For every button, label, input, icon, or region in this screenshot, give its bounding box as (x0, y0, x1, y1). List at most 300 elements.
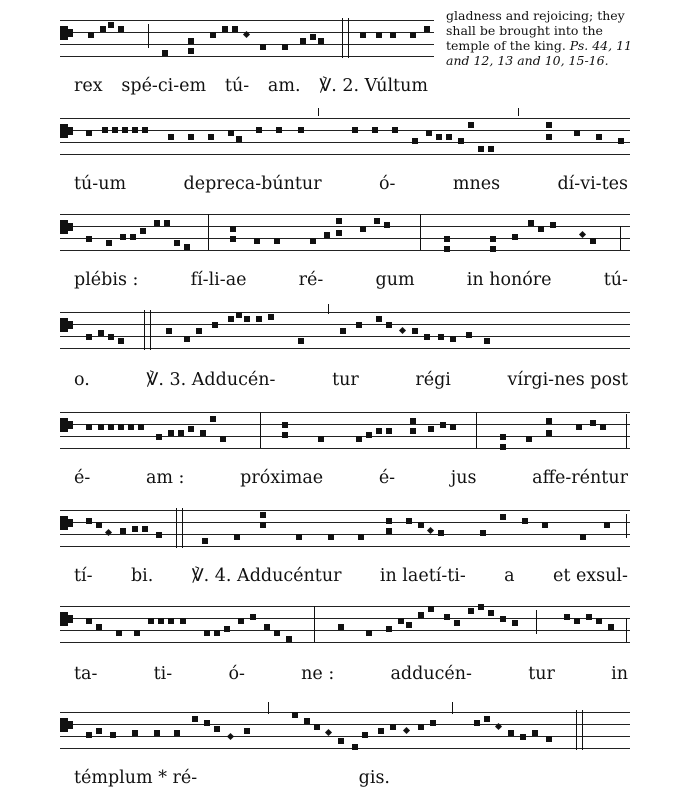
neume (274, 630, 280, 636)
syllable: tú-um (74, 174, 127, 194)
neume (376, 428, 382, 434)
syllable: plébis : (74, 270, 139, 290)
syllable: am : (145, 468, 185, 488)
neume (340, 328, 346, 334)
neume (168, 618, 174, 624)
neume (360, 226, 366, 232)
neume (256, 127, 262, 133)
neume (130, 234, 136, 240)
neume (538, 226, 544, 232)
neume (410, 418, 416, 424)
neume (427, 527, 434, 534)
neume (410, 428, 416, 434)
neume (410, 32, 416, 38)
neume (546, 134, 552, 140)
neume (484, 716, 490, 722)
neume (106, 240, 112, 246)
half-bar (420, 214, 421, 250)
neume (188, 38, 194, 44)
syllable: ℣. 4. Adducéntur (191, 566, 342, 586)
syllable: in honóre (466, 270, 552, 290)
neume (526, 436, 532, 442)
neume (98, 330, 104, 336)
neume (260, 44, 266, 50)
neume (108, 22, 114, 28)
neume (444, 614, 450, 620)
double-bar (176, 508, 183, 548)
neume (399, 327, 406, 334)
neume (112, 127, 118, 133)
neume (188, 48, 194, 54)
neume (286, 636, 292, 642)
neume (546, 122, 552, 128)
neume (352, 744, 358, 750)
neume (490, 236, 496, 242)
staff-system-4 (60, 310, 630, 354)
lyrics-system-2 (74, 172, 628, 196)
neume (174, 240, 180, 246)
half-bar (476, 412, 477, 448)
syllable: ó- (228, 664, 245, 684)
neume (118, 26, 124, 32)
neume (168, 430, 174, 436)
neume (122, 127, 128, 133)
syllable: rex (74, 76, 103, 96)
neume (118, 338, 124, 344)
neume (444, 236, 450, 242)
neume (520, 734, 526, 740)
lyrics-system-1 (74, 74, 428, 98)
double-bar (342, 18, 349, 58)
neume (424, 26, 430, 32)
neume (438, 334, 444, 340)
syllable: tur (528, 664, 555, 684)
quarter-bar (626, 618, 627, 642)
neume (468, 122, 474, 128)
do-clef-icon (60, 124, 68, 138)
syllable: tú- (603, 270, 628, 290)
neume (478, 146, 484, 152)
neume (386, 528, 392, 534)
neume (444, 246, 450, 252)
neume (384, 222, 390, 228)
half-bar (208, 214, 209, 250)
neume (102, 127, 108, 133)
neume (224, 626, 230, 632)
quarter-bar (620, 226, 621, 250)
neume (200, 430, 206, 436)
syllable: ℣. 3. Adducén- (146, 370, 276, 390)
syllable: ℣. 2. Vúltum (319, 76, 428, 96)
neume (390, 724, 396, 730)
staff-system-7 (60, 604, 630, 648)
neume (412, 328, 418, 334)
syllable: jus (450, 468, 477, 488)
staff-system-8 (60, 710, 630, 754)
neume (300, 38, 306, 44)
neume (450, 336, 456, 342)
neume (98, 424, 104, 430)
neume (168, 134, 174, 140)
neume (134, 630, 140, 636)
syllable: gis. (358, 768, 390, 788)
neume (356, 436, 362, 442)
neume (86, 334, 92, 340)
staff-system-6 (60, 508, 630, 552)
neume (204, 720, 210, 726)
do-clef-icon (60, 612, 68, 626)
neume (158, 618, 164, 624)
neume (608, 624, 614, 630)
syllable: témplum * ré- (74, 768, 198, 788)
syllable: am. (267, 76, 301, 96)
neume (428, 426, 434, 432)
neume (228, 130, 234, 136)
neume (440, 422, 446, 428)
neume (86, 424, 92, 430)
neume (230, 236, 236, 242)
neume (508, 730, 514, 736)
neume (412, 138, 418, 144)
neume (590, 420, 596, 426)
neume (474, 720, 480, 726)
staff-system-1 (60, 18, 434, 62)
neume (596, 618, 602, 624)
do-clef-icon (60, 26, 68, 40)
neume (86, 236, 92, 242)
neume (318, 38, 324, 44)
half-bar (314, 606, 315, 642)
neume (132, 730, 138, 736)
neume (338, 738, 344, 744)
neume (132, 526, 138, 532)
neume (418, 724, 424, 730)
neume (132, 127, 138, 133)
neume (480, 530, 486, 536)
neume (542, 522, 548, 528)
neume (484, 338, 490, 344)
neume (352, 127, 358, 133)
neume (188, 426, 194, 432)
neume (118, 424, 124, 430)
neume (376, 316, 382, 322)
neume (424, 334, 430, 340)
neume (86, 732, 92, 738)
neume (454, 620, 460, 626)
staff-system-5 (60, 410, 630, 454)
neume (512, 620, 518, 626)
bar-tick (452, 702, 453, 714)
neume (546, 418, 552, 424)
neume (138, 424, 144, 430)
neume (500, 434, 506, 440)
neume (418, 522, 424, 528)
neume (250, 614, 256, 620)
neume (260, 512, 266, 518)
syllable: é- (378, 468, 396, 488)
neume (428, 606, 434, 612)
syllable: depreca-búntur (183, 174, 322, 194)
neume (336, 218, 342, 224)
syllable: tí- (74, 566, 93, 586)
bar-tick (318, 108, 319, 116)
do-clef-icon (60, 516, 68, 530)
translation-text: gladness and rejoicing; they shall be brought into the temple of the king. (446, 8, 625, 53)
neume (298, 127, 304, 133)
syllable: ó- (378, 174, 396, 194)
neume (579, 231, 586, 238)
half-bar (260, 412, 261, 448)
neume (236, 136, 242, 142)
neume (478, 604, 484, 610)
neume (386, 626, 392, 632)
syllable: vírgi-nes post (507, 370, 628, 390)
neume (178, 430, 184, 436)
neume (232, 26, 238, 32)
neume (310, 34, 316, 40)
half-bar (626, 414, 627, 448)
neume (236, 312, 242, 318)
neume (220, 436, 226, 442)
neume (120, 234, 126, 240)
syllable: dí-vi-tes (557, 174, 628, 194)
do-clef-icon (60, 418, 68, 432)
staff-system-2 (60, 116, 630, 160)
neume (338, 624, 344, 630)
neume (488, 610, 494, 616)
neume (574, 130, 580, 136)
neume (256, 316, 262, 322)
quarter-bar (536, 610, 537, 634)
syllable: adducén- (390, 664, 472, 684)
neume (180, 618, 186, 624)
neume (96, 624, 102, 630)
neume (532, 730, 538, 736)
neume (374, 218, 380, 224)
neume (376, 32, 382, 38)
neume (140, 228, 146, 234)
neume (282, 432, 288, 438)
neume (276, 127, 282, 133)
neume (406, 622, 412, 628)
syllable: régi (415, 370, 451, 390)
neume (282, 422, 288, 428)
neume (336, 230, 342, 236)
neume (512, 234, 518, 240)
do-clef-icon (60, 718, 68, 732)
syllable: ré- (298, 270, 324, 290)
neume (214, 726, 220, 732)
neume (212, 322, 218, 328)
neume (358, 534, 364, 540)
neume (228, 316, 234, 322)
neume (390, 32, 396, 38)
lyrics-system-6 (74, 564, 628, 588)
neume (356, 322, 362, 328)
neume (450, 424, 456, 430)
lyrics-system-5 (74, 466, 628, 490)
syllable: próximae (240, 468, 324, 488)
neume (398, 618, 404, 624)
syllable: in laetí-ti- (379, 566, 466, 586)
neume (110, 732, 116, 738)
neume (466, 332, 472, 338)
bar-tick (518, 108, 519, 116)
neume (156, 434, 162, 440)
neume (550, 222, 556, 228)
neume (86, 618, 92, 624)
neume (318, 436, 324, 442)
neume (244, 728, 250, 734)
neume (310, 238, 316, 244)
neume (366, 432, 372, 438)
lyrics-system-7 (74, 662, 628, 686)
neume (436, 134, 442, 140)
neume (108, 334, 114, 340)
neume (196, 328, 202, 334)
neume (576, 424, 582, 430)
neume (500, 444, 506, 450)
bar-tick (328, 304, 329, 314)
neume (154, 730, 160, 736)
neume (458, 138, 464, 144)
syllable: in (611, 664, 628, 684)
neume (426, 130, 432, 136)
final-double-bar (576, 710, 583, 750)
neume (120, 528, 126, 534)
neume (142, 526, 148, 532)
neume (366, 630, 372, 636)
neume (108, 424, 114, 430)
do-clef-icon (60, 220, 68, 234)
neume (586, 614, 592, 620)
neume (328, 534, 334, 540)
neume (372, 127, 378, 133)
neume (260, 522, 266, 528)
neume (254, 238, 260, 244)
neume (574, 618, 580, 624)
syllable: o. (74, 370, 90, 390)
neume (174, 730, 180, 736)
neume (296, 534, 302, 540)
neume (268, 314, 274, 320)
neume (282, 44, 288, 50)
neume (314, 724, 320, 730)
neume (403, 727, 410, 734)
syllable: fí-li-ae (190, 270, 247, 290)
neume (210, 32, 216, 38)
neume (386, 322, 392, 328)
syllable: a (504, 566, 515, 586)
neume (227, 733, 234, 740)
neume (184, 244, 190, 250)
neume (96, 522, 102, 528)
neume (162, 50, 168, 56)
neume (166, 328, 172, 334)
neume (96, 728, 102, 734)
lyrics-system-3 (74, 268, 628, 292)
neume (222, 26, 228, 32)
syllable: gum (375, 270, 415, 290)
neume (208, 134, 214, 140)
neume (88, 32, 94, 38)
neume (362, 732, 368, 738)
neume (86, 518, 92, 524)
neume (142, 127, 148, 133)
neume (324, 232, 330, 238)
staff-system-3 (60, 212, 630, 256)
neume (116, 630, 122, 636)
syllable: spé-ci-em (121, 76, 207, 96)
neume (156, 532, 162, 538)
neume (86, 130, 92, 136)
neume (580, 534, 586, 540)
neume (100, 26, 106, 32)
neume (210, 416, 216, 422)
neume (264, 624, 270, 630)
neume (202, 538, 208, 544)
neume (528, 220, 534, 226)
neume (392, 127, 398, 133)
neume (438, 530, 444, 536)
neume (446, 134, 452, 140)
neume (386, 428, 392, 434)
lyrics-system-4 (74, 368, 628, 392)
neume (154, 220, 160, 226)
neume (234, 534, 240, 540)
syllable: ne : (301, 664, 335, 684)
translation-block (446, 8, 632, 68)
neume (298, 338, 304, 344)
neume (406, 518, 412, 524)
double-bar (144, 310, 151, 350)
neume (164, 220, 170, 226)
neume (192, 716, 198, 722)
neume (468, 608, 474, 614)
neume (214, 630, 220, 636)
neume (604, 522, 610, 528)
neume (304, 718, 310, 724)
neume (204, 630, 210, 636)
neume (590, 238, 596, 244)
syllable: ta- (74, 664, 98, 684)
syllable: é- (74, 468, 91, 488)
neume (378, 728, 384, 734)
do-clef-icon (60, 318, 68, 332)
syllable: affe-réntur (532, 468, 628, 488)
neume (274, 238, 280, 244)
neume (418, 612, 424, 618)
neume (600, 424, 606, 430)
neume (546, 430, 552, 436)
neume (500, 514, 506, 520)
syllable: tú- (224, 76, 250, 96)
neume (325, 729, 332, 736)
neume (500, 616, 506, 622)
neume (184, 336, 190, 342)
syllable: mnes (452, 174, 501, 194)
bar-tick (268, 702, 269, 714)
syllable: bi. (130, 566, 154, 586)
quarter-bar (626, 514, 627, 538)
neume (386, 518, 392, 524)
neume (430, 720, 436, 726)
neume (490, 246, 496, 252)
syllable: et exsul- (553, 566, 628, 586)
syllable: ti- (153, 664, 173, 684)
neume (128, 424, 134, 430)
neume (360, 32, 366, 38)
